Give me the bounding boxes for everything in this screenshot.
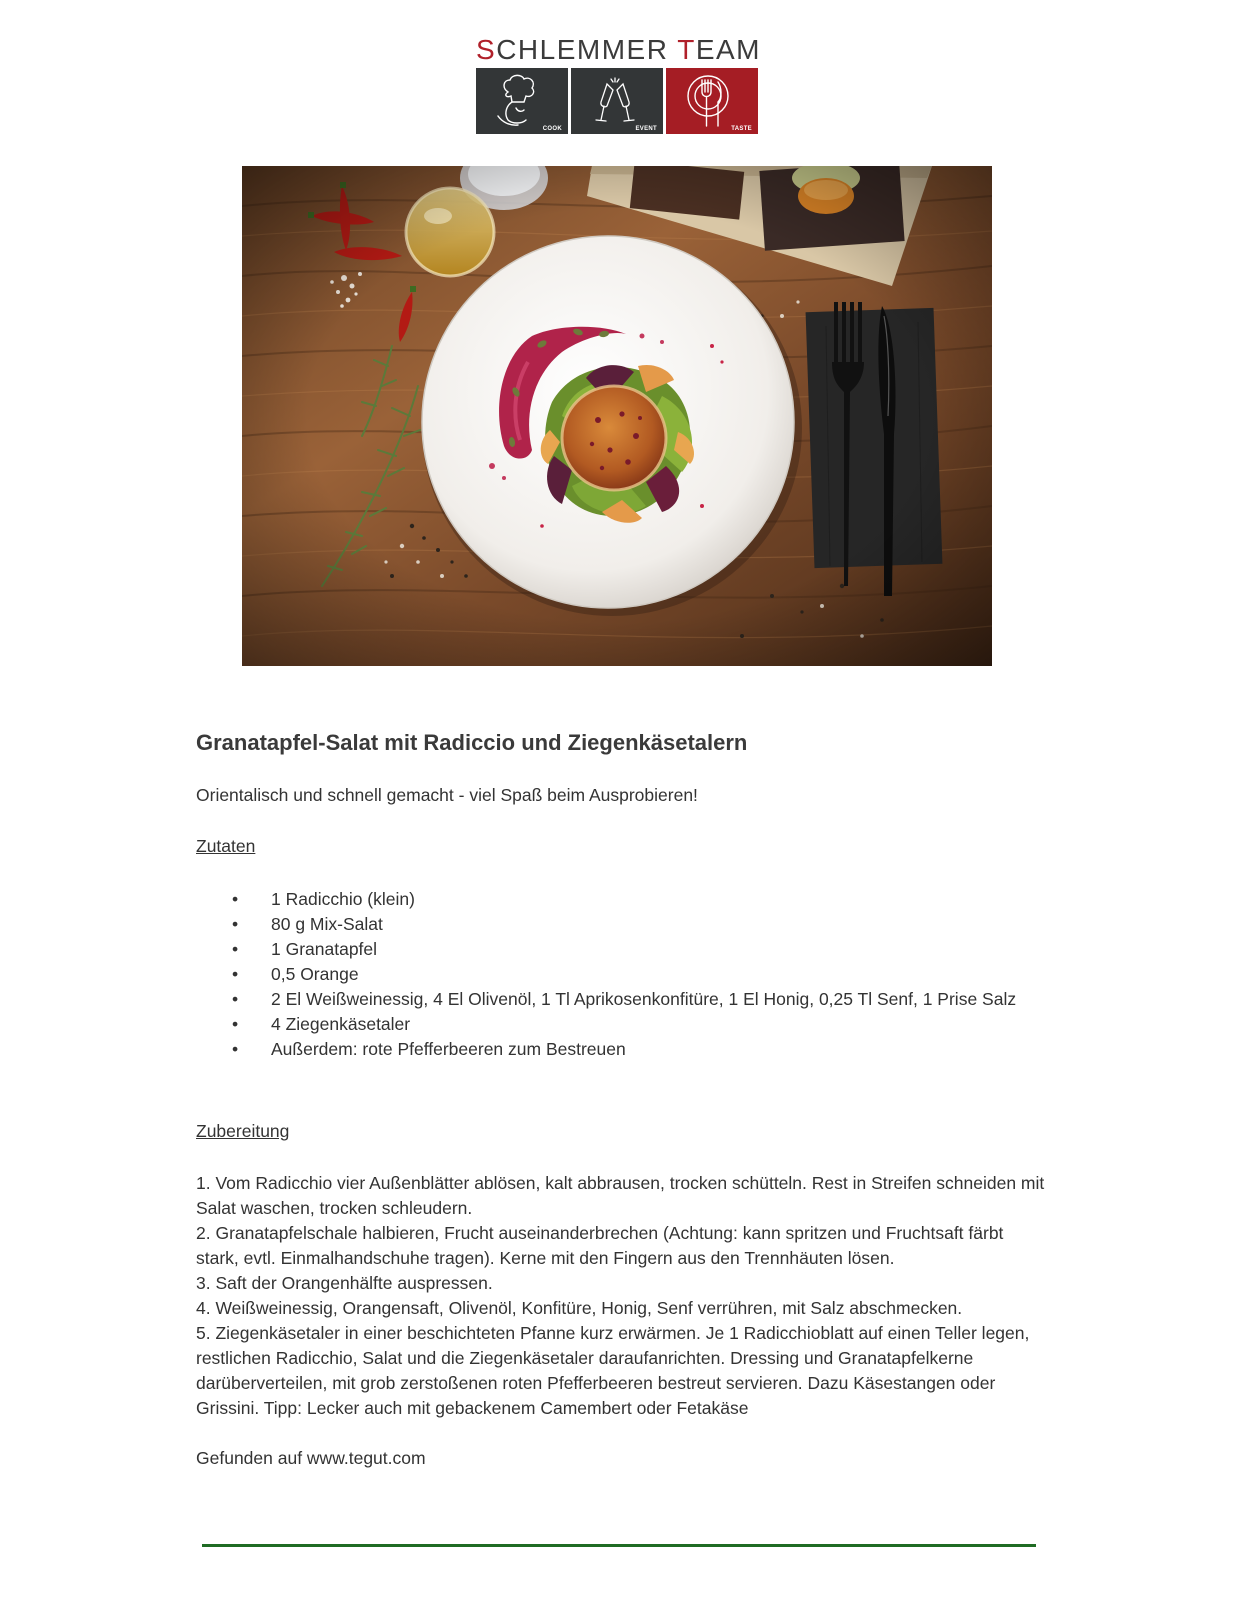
recipe-title: Granatapfel-Salat mit Radiccio und Ziegenkäsetalern <box>196 730 748 755</box>
recipe-subtitle: Orientalisch und schnell gemacht - viel Spaß beim Ausprobieren! <box>196 785 698 805</box>
ingredients-heading: Zutaten <box>196 836 256 856</box>
logo-tile-label: COOK <box>542 126 562 132</box>
logo-tile-cook <box>476 68 568 134</box>
ingredient-text: 1 Granatapfel <box>271 939 378 959</box>
logo-tile-taste <box>666 68 758 134</box>
ingredient-text: Außerdem: rote Pfefferbeeren zum Bestreuen <box>271 1039 626 1059</box>
ingredient-text: 0,5 Orange <box>271 964 359 984</box>
preparation-heading: Zubereitung <box>196 1121 290 1141</box>
preparation-step: 1. Vom Radicchio vier Außenblätter ablösen, kalt abbrausen, trocken schütteln. Rest in Streifen schneiden mit Salat waschen, trocken schleudern. <box>196 1173 1045 1218</box>
champagne-glasses-icon <box>571 68 663 134</box>
ingredient-item <box>196 887 1046 912</box>
logo-word-second: EAM <box>695 34 761 65</box>
recipe-content <box>196 730 1046 1489</box>
recipe-source: Gefunden auf www.tegut.com <box>196 1448 426 1468</box>
recipe-photo <box>242 166 992 666</box>
bullet-icon: • <box>232 889 239 909</box>
salad-plate-photo <box>242 166 992 666</box>
preparation-steps <box>196 1171 1046 1421</box>
brand-logo <box>476 34 761 134</box>
ingredient-text: 4 Ziegenkäsetaler <box>271 1014 411 1034</box>
logo-tile-label: EVENT <box>635 126 657 132</box>
ingredient-item <box>196 987 1046 1012</box>
logo-initial-t: T <box>677 34 696 65</box>
bullet-icon: • <box>232 1014 239 1034</box>
preparation-step: 4. Weißweinessig, Orangensaft, Olivenöl, Konfitüre, Honig, Senf verrühren, mit Salz abschmecken. <box>196 1298 963 1318</box>
ingredient-item <box>196 962 1046 987</box>
ingredient-text: 80 g Mix-Salat <box>271 914 383 934</box>
bullet-icon: • <box>232 914 239 934</box>
ingredient-text: 1 Radicchio (klein) <box>271 889 415 909</box>
logo-wordmark <box>476 34 761 66</box>
ingredient-text: 2 El Weißweinessig, 4 El Olivenöl, 1 Tl Aprikosenkonfitüre, 1 El Honig, 0,25 Tl Senf, 1 Prise Salz <box>271 989 1017 1009</box>
plate-fork-icon <box>666 68 758 134</box>
ingredient-item <box>196 937 1046 962</box>
ingredients-list <box>196 887 1046 1062</box>
preparation-step: 2. Granatapfelschale halbieren, Frucht auseinanderbrechen (Achtung: kann spritzen und Fruchtsaft färbt stark, evtl. Einmalhandschuhe tragen). Kerne mit den Fingern aus den Trennhäuten lösen. <box>196 1223 1004 1268</box>
ingredient-item <box>196 1037 1046 1062</box>
preparation-step: 3. Saft der Orangenhälfte auspressen. <box>196 1273 493 1293</box>
logo-word-first: CHLEMMER <box>496 34 669 65</box>
chef-hat-icon <box>476 68 568 134</box>
bullet-icon: • <box>232 964 239 984</box>
logo-tile-event <box>571 68 663 134</box>
bullet-icon: • <box>232 939 239 959</box>
footer-divider <box>202 1544 1036 1547</box>
logo-tiles <box>476 68 758 134</box>
bullet-icon: • <box>232 1039 239 1059</box>
ingredient-item <box>196 912 1046 937</box>
logo-tile-label: TASTE <box>731 126 752 132</box>
logo-initial-s: S <box>476 34 497 65</box>
ingredient-item <box>196 1012 1046 1037</box>
preparation-step: 5. Ziegenkäsetaler in einer beschichteten Pfanne kurz erwärmen. Je 1 Radicchioblatt auf einen Teller legen, restlichen Radicchio, Salat und die Ziegenkäsetaler daraufanrichten. Dressing und Granatapfelkerne darüberverteilen, mit grob zerstoßenen roten Pfefferbeeren bestreut servieren. Dazu Käsestangen oder Grissini. Tipp: Lecker auch mit gebackenem Camembert oder Fetakäse <box>196 1323 1030 1418</box>
bullet-icon: • <box>232 989 239 1009</box>
